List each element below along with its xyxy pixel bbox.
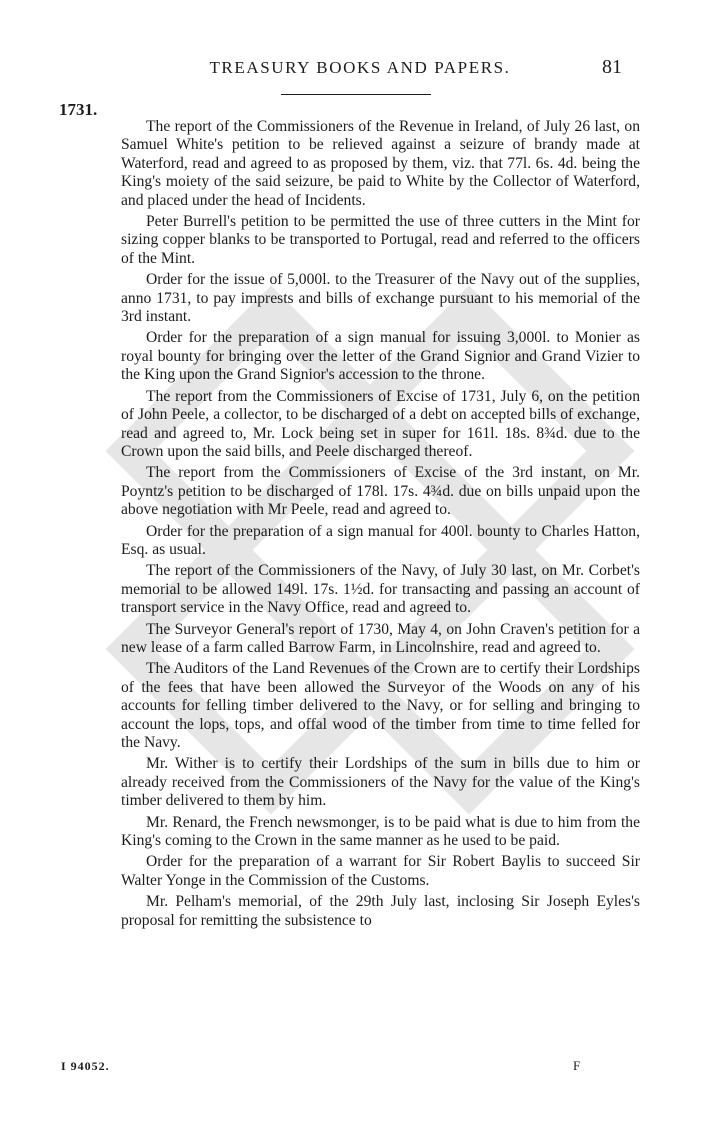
paragraph: The report from the Commissioners of Excise of 1731, July 6, on the petition of John Peele, a collector, to be discharged of a debt on accepted bills of exchange, read and agreed to, Mr. Lock being set in super for 161l. 18s. 8¾d. due to the Crown upon the said bills, and Peele discharged thereof. [121,387,640,460]
paragraph: The report from the Commissioners of Excise of the 3rd instant, on Mr. Poyntz's petition to be discharged of 178l. 17s. 4¾d. due on bills unpaid upon the above negotiation with Mr Peele, read and agreed to. [121,464,640,519]
paragraph: The Auditors of the Land Revenues of the Crown are to certify their Lordships of the fees that have been allowed the Surveyor of the Woods on any of his accounts for felling timber delivered to the Navy, or for selling and bringing to account the lops, tops, and offal wood of the timber from time to time felled for the Navy. [121,660,640,751]
paragraph: Mr. Pelham's memorial, of the 29th July last, inclosing Sir Joseph Eyles's proposal for remitting the subsistence to [121,893,640,929]
paragraph: Mr. Wither is to certify their Lordships of the sum in bills due to him or already received from the Commissioners of the Navy for the value of the King's timber delivered to them by him. [121,755,640,810]
paragraph: Order for the preparation of a sign manual for issuing 3,000l. to Monier as royal bounty for bringing over the letter of the Grand Signior and Grand Vizier to the King upon the Grand Signior's accession to the throne. [121,329,640,384]
header-rule [281,94,431,95]
body-text [121,118,640,933]
paragraph: Order for the preparation of a warrant for Sir Robert Baylis to succeed Sir Walter Yonge in the Commission of the Customs. [121,853,640,889]
paragraph: The Surveyor General's report of 1730, May 4, on John Craven's petition for a new lease of a farm called Barrow Farm, in Lincolnshire, read and agreed to. [121,620,640,656]
footer-sheet-letter: F [573,1058,581,1073]
paragraph: The report of the Commissioners of the Navy, of July 30 last, on Mr. Corbet's memorial to be allowed 149l. 17s. 1½d. for transacting and passing an account of transport service in the Navy Office, read and agreed to. [121,562,640,617]
paragraph: Peter Burrell's petition to be permitted the use of three cutters in the Mint for sizing copper blanks to be transported to Portugal, read and referred to the officers of the Mint. [121,213,640,267]
paragraph: Order for the issue of 5,000l. to the Treasurer of the Navy out of the supplies, anno 1731, to pay imprests and bills of exchange pursuant to his memorial of the 3rd instant. [121,271,640,326]
paragraph: Order for the preparation of a sign manual for 400l. bounty to Charles Hatton, Esq. as usual. [121,522,640,558]
margin-year: 1731. [59,100,98,119]
footer-signature: I 94052. [61,1059,110,1073]
page-number: 81 [602,56,622,78]
paragraph: The report of the Commissioners of the Revenue in Ireland, of July 26 last, on Samuel White's petition to be relieved against a seizure of brandy made at Waterford, read and agreed to as proposed by them, viz. that 77l. 6s. 4d. being the King's moiety of the said seizure, be paid to White by the Collector of Waterford, and placed under the head of Incidents. [121,118,640,209]
paragraph: Mr. Renard, the French newsmonger, is to be paid what is due to him from the King's coming to the Crown in the same manner as he used to be paid. [121,813,640,850]
page-header-title: TREASURY BOOKS AND PAPERS. [209,58,511,77]
